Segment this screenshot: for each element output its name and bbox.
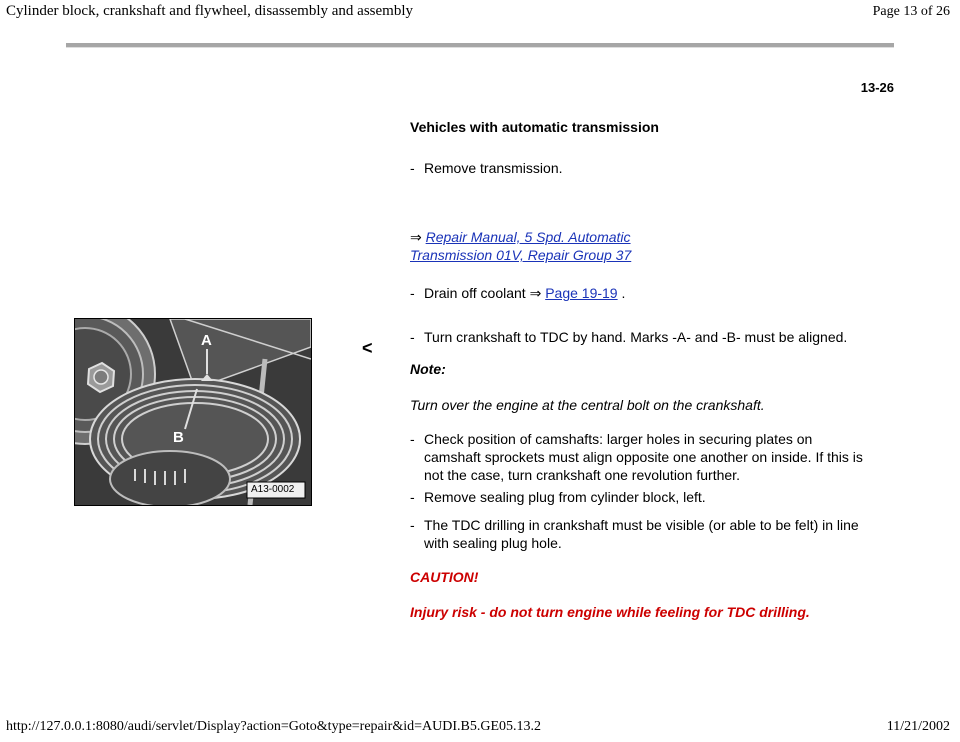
step-text-line1: Check position of camshafts: larger holes in securing plates on bbox=[424, 431, 813, 447]
mark-b-label: B bbox=[173, 429, 184, 446]
step-text: Drain off coolant ⇒ Page 19-19 . bbox=[424, 285, 626, 301]
reference-link-line1[interactable]: Repair Manual, 5 Spd. Automatic bbox=[425, 229, 631, 245]
step-text: Remove sealing plug from cylinder block, left. bbox=[424, 489, 706, 505]
page-indicator: Page 13 of 26 bbox=[872, 4, 950, 19]
header-divider bbox=[66, 43, 894, 48]
document-title: Cylinder block, crankshaft and flywheel, disassembly and assembly bbox=[6, 3, 413, 19]
reference-link-line2[interactable]: Transmission 01V, Repair Group 37 bbox=[410, 247, 632, 263]
section-title: Vehicles with automatic transmission bbox=[410, 119, 659, 135]
note-label: Note: bbox=[410, 361, 446, 377]
step-dash: - bbox=[410, 329, 415, 345]
step-turn-crankshaft bbox=[410, 328, 890, 346]
footer-date: 11/21/2002 bbox=[886, 719, 950, 734]
step-text-line3: not the case, turn crankshaft one revolution further. bbox=[424, 467, 740, 483]
step-text-line2: camshaft sprockets must align opposite one another on inside. If this is bbox=[424, 449, 863, 465]
footer-url: http://127.0.0.1:8080/audi/servlet/Display?action=Goto&type=repair&id=AUDI.B5.GE05.13.2 bbox=[6, 719, 541, 734]
step-tdc-drilling bbox=[410, 516, 900, 552]
step-text: Turn crankshaft to TDC by hand. Marks -A- and -B- must be aligned. bbox=[424, 329, 848, 345]
step-dash: - bbox=[410, 431, 415, 447]
step-text-line1: The TDC drilling in crankshaft must be visible (or able to be felt) in line bbox=[424, 517, 859, 533]
mark-a-label: A bbox=[201, 332, 212, 349]
page-number: 13-26 bbox=[860, 80, 894, 95]
page-link[interactable]: Page 19-19 bbox=[545, 285, 618, 301]
step-dash: - bbox=[410, 489, 415, 505]
caution-text: Injury risk - do not turn engine while feeling for TDC drilling. bbox=[410, 604, 810, 620]
step-remove-plug bbox=[410, 488, 890, 506]
step-text-line2: with sealing plug hole. bbox=[424, 535, 562, 551]
step-drain-coolant bbox=[410, 284, 850, 302]
crankshaft-tdc-illustration bbox=[74, 318, 312, 506]
figure-pointer-icon: < bbox=[362, 338, 373, 358]
step-text: Remove transmission. bbox=[424, 160, 563, 176]
reference-arrow-icon: ⇒ bbox=[410, 229, 422, 245]
note-text: Turn over the engine at the central bolt on the crankshaft. bbox=[410, 397, 765, 413]
step-dash: - bbox=[410, 285, 415, 301]
repair-manual-reference[interactable] bbox=[410, 228, 710, 264]
step-remove-transmission bbox=[410, 159, 850, 177]
figure-code: A13-0002 bbox=[251, 484, 295, 495]
step-dash: - bbox=[410, 517, 415, 533]
caution-label: CAUTION! bbox=[410, 569, 479, 585]
step-dash: - bbox=[410, 160, 415, 176]
step-check-camshafts bbox=[410, 430, 900, 484]
